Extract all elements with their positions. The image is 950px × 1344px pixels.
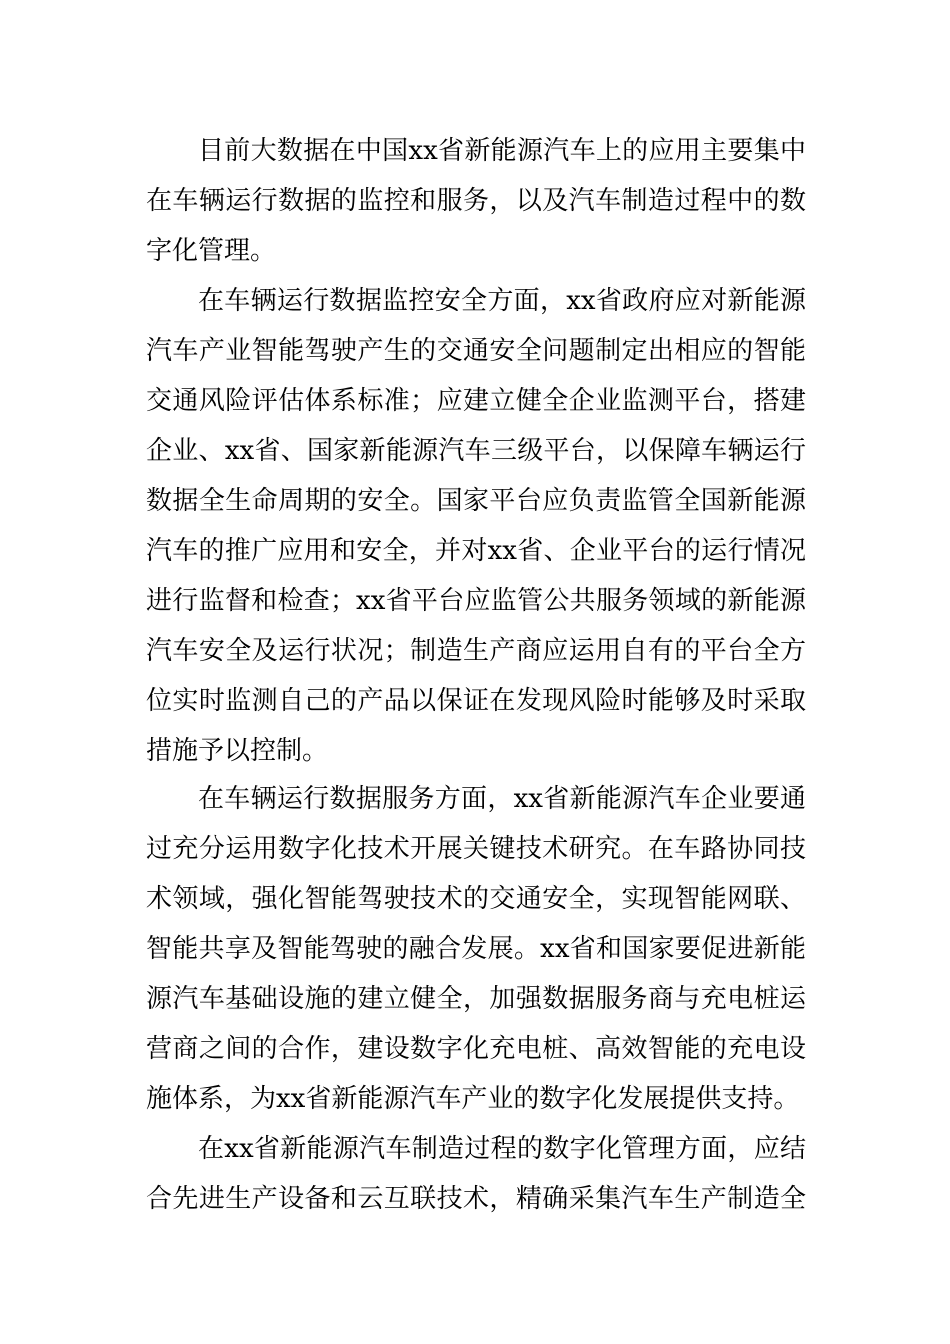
text-line: 术领域，强化智能驾驶技术的交通安全，实现智能网联、 — [146, 884, 806, 914]
text-line: 交通风险评估体系标准；应建立健全企业监测平台，搭建 — [146, 386, 806, 416]
text-line: 措施予以控制。 — [146, 736, 329, 766]
text-line: 在车辆运行数据服务方面，xx省新能源汽车企业要通 — [198, 784, 806, 814]
text-line: 企业、xx省、国家新能源汽车三级平台，以保障车辆运行 — [146, 436, 806, 466]
text-line: 过充分运用数字化技术开展关键技术研究。在车路协同技 — [146, 834, 806, 864]
text-line: 在车辆运行数据的监控和服务，以及汽车制造过程中的数 — [146, 186, 806, 216]
text-line: 位实时监测自己的产品以保证在发现风险时能够及时采取 — [146, 686, 806, 716]
text-line: 目前大数据在中国xx省新能源汽车上的应用主要集中 — [198, 136, 806, 166]
text-line: 源汽车基础设施的建立健全，加强数据服务商与充电桩运 — [146, 984, 806, 1014]
text-line: 施体系，为xx省新能源汽车产业的数字化发展提供支持。 — [146, 1084, 800, 1114]
text-line: 进行监督和检查；xx省平台应监管公共服务领域的新能源 — [146, 586, 806, 616]
text-line: 智能共享及智能驾驶的融合发展。xx省和国家要促进新能 — [146, 934, 806, 964]
text-line: 汽车产业智能驾驶产生的交通安全问题制定出相应的智能 — [146, 336, 806, 366]
text-line: 营商之间的合作，建设数字化充电桩、高效智能的充电设 — [146, 1034, 806, 1064]
text-line: 在xx省新能源汽车制造过程的数字化管理方面，应结 — [198, 1134, 806, 1164]
text-line: 合先进生产设备和云互联技术，精确采集汽车生产制造全 — [146, 1184, 806, 1214]
text-line: 数据全生命周期的安全。国家平台应负责监管全国新能源 — [146, 486, 806, 516]
text-line: 字化管理。 — [146, 236, 277, 266]
text-line: 汽车的推广应用和安全，并对xx省、企业平台的运行情况 — [146, 536, 806, 566]
text-line: 在车辆运行数据监控安全方面，xx省政府应对新能源 — [198, 286, 806, 316]
text-line: 汽车安全及运行状况；制造生产商应运用自有的平台全方 — [146, 636, 806, 666]
